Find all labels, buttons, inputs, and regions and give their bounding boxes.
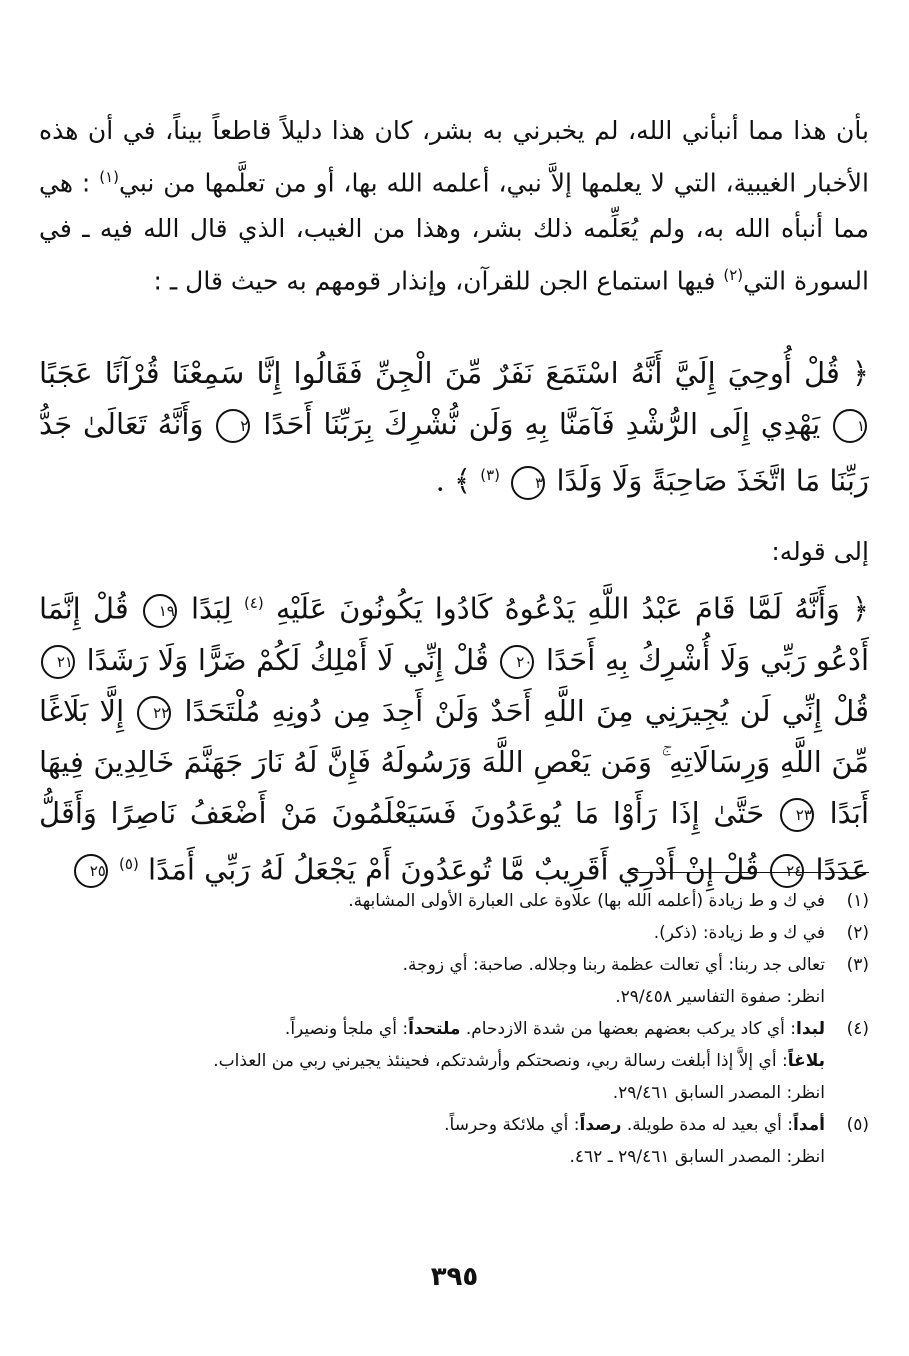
footnote-5: (٥) أمداً: أي بعيد له مدة طويلة. رصداً: أي ملائكة وحرساً. انظر: المصدر السابق ٢٩/٤٦١ ـ ٤٦٢. bbox=[39, 1109, 869, 1173]
quran-verses-block-2: ﴿ وَأَنَّهُ لَمَّا قَامَ عَبْدُ اللَّهِ يَدْعُوهُ كَادُوا يَكُونُونَ عَلَيْهِ $^{(٤)}$ لِبَدًا ١٩ قُلْ إِنَّمَا أَدْعُو رَبِّي وَلَا أُشْرِكُ بِهِ أَحَدًا ٢٠ قُلْ إِنِّي لَا أَمْلِكُ لَكُمْ ضَرًّا وَلَا رَشَدًا ٢١ قُلْ إِنِّي لَن يُجِيرَنِي مِنَ اللَّهِ أَحَدٌ وَلَنْ أَجِدَ مِن دُونِهِ مُلْتَحَدًا ٢٢ إِلَّا بَلَاغًا مِّنَ اللَّهِ وَرِسَالَاتِهِ ۚ وَمَن يَعْصِ اللَّهَ وَرَسُولَهُ فَإِنَّ لَهُ نَارَ جَهَنَّمَ خَالِدِينَ فِيهَا أَبَدًا ٢٣ حَتَّىٰ إِذَا رَأَوْا مَا يُوعَدُونَ فَسَيَعْلَمُونَ مَنْ أَضْعَفُ نَاصِرًا وَأَقَلُّ عَدَدًا ٢٤ قُلْ إِنْ أَدْرِي أَقَرِيبٌ مَّا تُوعَدُونَ أَمْ يَجْعَلُ لَهُ رَبِّي أَمَدًا $^{(٥)}$ ٢٥ bbox=[39, 591, 870, 887]
footnote-ref-3[interactable]: (٣) bbox=[480, 466, 501, 484]
ayah-number-marker: ٢٣ bbox=[780, 798, 814, 832]
ayah-number-marker: ٢٠ bbox=[500, 645, 534, 679]
quran-verses-block-1: ﴿ قُلْ أُوحِيَ إِلَيَّ أَنَّهُ اسْتَمَعَ نَفَرٌ مِّنَ الْجِنِّ فَقَالُوا إِنَّا سَمِعْنَا قُرْآنًا عَجَبًا ١ يَهْدِي إِلَى الرُّشْدِ فَآمَنَّا بِهِ وَلَن نُّشْرِكَ بِرَبِّنَا أَحَدًا ٢ وَأَنَّهُ تَعَالَىٰ جَدُّ رَبِّنَا مَا اتَّخَذَ صَاحِبَةً وَلَا وَلَدًا ٣ $^{(٣)}$ ﴾ . bbox=[39, 356, 869, 498]
footnote-1: (١) في ك و ط زيادة (أعلمه الله بها) علاوة على العبارة الأولى المشابهة. bbox=[39, 885, 869, 917]
ayah-number-marker: ١٩ bbox=[143, 594, 177, 628]
footnote-number: (٣) bbox=[846, 955, 869, 975]
ayah-number-marker: ٣ bbox=[511, 466, 545, 500]
footnote-ref-4[interactable]: (٤) bbox=[243, 594, 264, 612]
footnote-ref-2[interactable]: (٢) bbox=[723, 266, 744, 285]
ayah-number-marker: ٢٢ bbox=[137, 696, 171, 730]
footnotes-section bbox=[39, 885, 869, 1173]
ayah-number-marker: ٢ bbox=[216, 409, 250, 443]
footnote-number: (٤) bbox=[846, 1019, 869, 1039]
body-paragraph bbox=[39, 108, 869, 305]
ayah-number-marker: ٢٤ bbox=[770, 854, 804, 888]
footnote-divider bbox=[627, 872, 869, 873]
footnote-3: (٣) تعالى جد ربنا: أي تعالت عظمة ربنا وجلاله. صاحبة: أي زوجة. انظر: صفوة التفاسير ٢٩/٤٥٨. bbox=[39, 949, 869, 1013]
page-number: ٣٩٥ bbox=[430, 1262, 479, 1292]
footnote-number: (٥) bbox=[846, 1115, 869, 1135]
footnote-2: (٢) في ك و ط زيادة: (ذكر). bbox=[39, 917, 869, 949]
footnote-number: (٢) bbox=[846, 923, 869, 943]
footnote-ref-1[interactable]: (١) bbox=[99, 168, 119, 186]
intro-label: إلى قوله: bbox=[771, 537, 869, 566]
footnote-4: (٤) لبدا: أي كاد يركب بعضهم بعضها من شدة الازدحام. ملتحداً: أي ملجأ ونصيراً. بلاغاً: أي إلاَّ إذا أبلغت رسالة ربي، ونصحتكم وأرشدتكم، فحينئذ يجيرني ربي من العذاب. انظر: المصدر السابق ٢٩/٤٦١. bbox=[39, 1013, 869, 1109]
footnote-number: (١) bbox=[846, 891, 869, 911]
footnote-ref-5[interactable]: (٥) bbox=[119, 854, 139, 873]
ayah-number-marker: ١ bbox=[833, 409, 867, 443]
ayah-number-marker: ٢٥ bbox=[74, 854, 108, 888]
ayah-number-marker: ٢١ bbox=[41, 645, 75, 679]
paragraph-1: بأن هذا مما أنبأني الله، لم يخبرني به بشر، كان هذا دليلاً قاطعاً بيناً، في أن هذه الأخبار الغيبية، التي لا يعلمها إلاَّ نبي، أعلمه الله بها، أو من تعلَّمها من نبي$^{(١)}$ : هي مما أنبأه الله به، ولم يُعَلِّمه ذلك بشر، وهذا من الغيب، الذي قال الله فيه ـ في السورة التي$^{(٢)}$ فيها استماع الجن للقرآن، وإنذار قومهم به حيث قال ـ : bbox=[39, 116, 870, 296]
